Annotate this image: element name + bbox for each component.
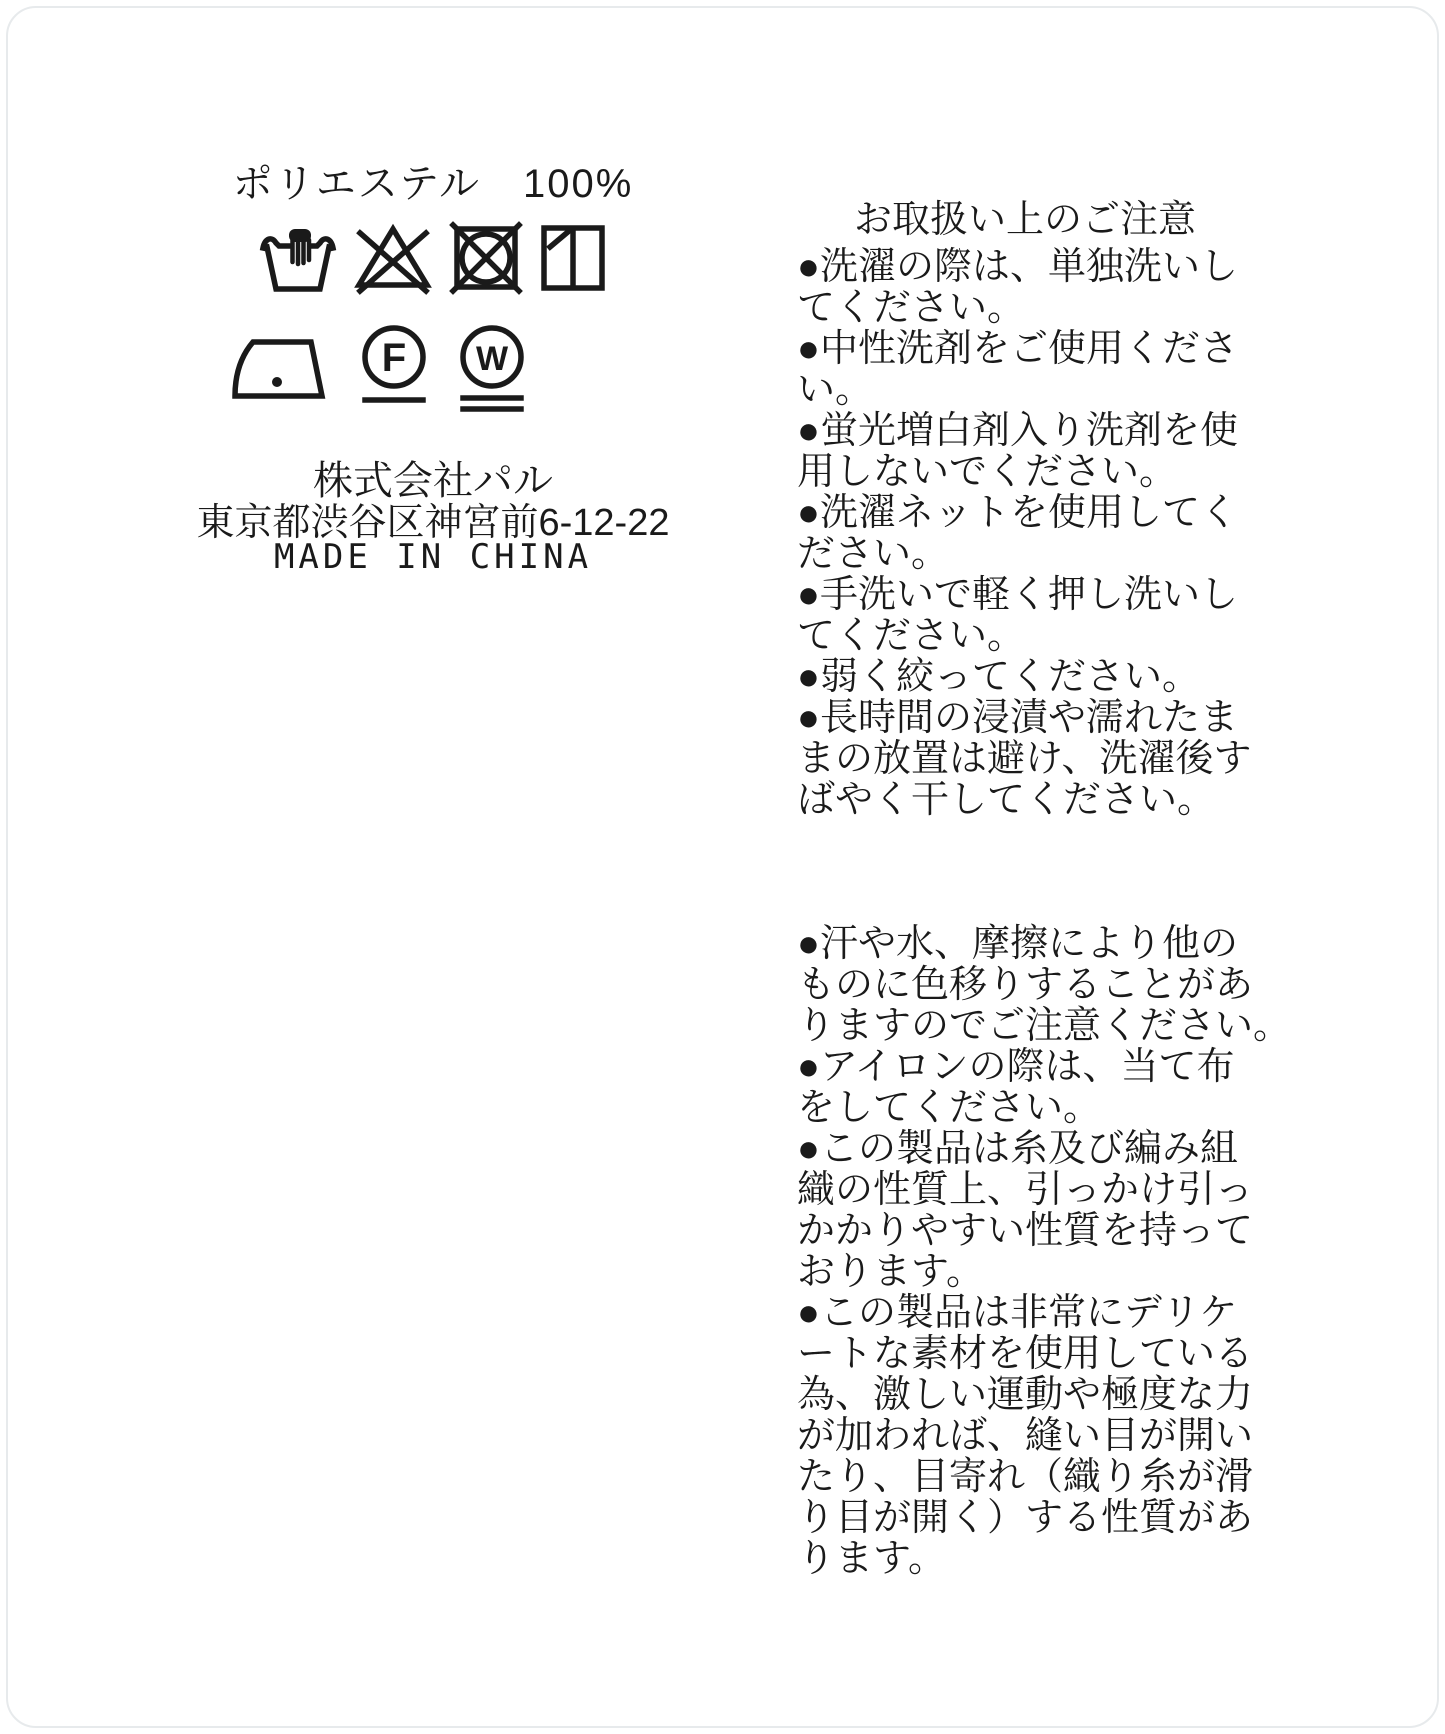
- care-notes-list-1: [797, 247, 1317, 821]
- do-not-bleach-icon: [352, 220, 434, 296]
- company-address: 東京都渋谷区神宮前6-12-22: [196, 502, 670, 544]
- care-note-line: 織の性質上、引っかけ引っ: [797, 1169, 1254, 1211]
- iron-low-heat-icon: [227, 330, 339, 410]
- care-note-line: が加われば、縫い目が開い: [797, 1415, 1254, 1457]
- care-note-line: ●洗濯の際は、単独洗いし: [797, 246, 1238, 288]
- care-symbols-row-2: [111, 320, 651, 416]
- care-note-line: ●この製品は糸及び編み組: [797, 1128, 1238, 1170]
- do-not-tumble-dry-icon: [448, 220, 524, 296]
- care-note-line: まの放置は避け、洗濯後す: [797, 738, 1252, 780]
- care-notes-block-2: [797, 924, 1317, 1580]
- care-note-line: かかりやすい性質を持って: [797, 1210, 1254, 1252]
- care-note-line: てください。: [797, 287, 1026, 329]
- wet-clean-W-icon: [449, 320, 535, 416]
- care-note-line: 為、激しい運動や極度な力: [797, 1374, 1254, 1416]
- line-dry-in-shade-icon: [538, 220, 608, 296]
- dry-clean-F-icon: [351, 320, 437, 408]
- care-note-line: をしてください。: [797, 1087, 1102, 1129]
- care-note-line: ●汗や水、摩擦により他の: [797, 923, 1238, 965]
- care-note-line: りますのでご注意ください。: [797, 1005, 1292, 1047]
- care-symbols-row-1: [163, 220, 703, 296]
- care-note-line: ●この製品は非常にデリケ: [797, 1292, 1238, 1334]
- hand-wash-icon: [258, 220, 338, 296]
- company-name: 株式会社パル: [313, 459, 553, 503]
- care-notes-heading: お取扱い上のご注意: [854, 199, 1197, 241]
- care-note-line: ださい。: [797, 533, 950, 575]
- care-note-line: おります。: [797, 1251, 984, 1293]
- care-notes-list-2: [797, 924, 1317, 1580]
- care-note-line: ●アイロンの際は、当て布: [797, 1046, 1235, 1088]
- care-notes-block-1: [797, 200, 1317, 821]
- care-note-line: てください。: [797, 615, 1026, 657]
- care-note-line: り目が開く）する性質があ: [797, 1497, 1254, 1539]
- care-note-line: ●長時間の浸漬や濡れたま: [797, 697, 1238, 739]
- care-note-line: ●弱く絞ってください。: [797, 656, 1200, 698]
- material-composition: ポリエステル 100%: [232, 162, 634, 206]
- care-note-line: 用しないでください。: [797, 451, 1178, 493]
- care-note-line: ●洗濯ネットを使用してく: [797, 492, 1238, 534]
- care-note-line: ●蛍光増白剤入り洗剤を使: [797, 410, 1238, 452]
- label-left-column: [163, 0, 703, 1734]
- care-note-line: い。: [797, 369, 874, 411]
- care-note-line: ●中性洗剤をご使用くださ: [797, 328, 1238, 370]
- care-note-line: ものに色移りすることがあ: [797, 964, 1254, 1006]
- care-note-line: ートな素材を使用している: [797, 1333, 1254, 1375]
- care-note-line: たり、目寄れ（織り糸が滑: [797, 1456, 1254, 1498]
- care-note-line: ●手洗いで軽く押し洗いし: [797, 574, 1238, 616]
- care-note-line: ります。: [797, 1538, 946, 1580]
- care-note-line: ばやく干してください。: [797, 779, 1216, 821]
- svg-text:F: F: [381, 336, 407, 380]
- svg-text:W: W: [475, 340, 509, 378]
- country-of-origin: MADE IN CHINA: [273, 537, 593, 577]
